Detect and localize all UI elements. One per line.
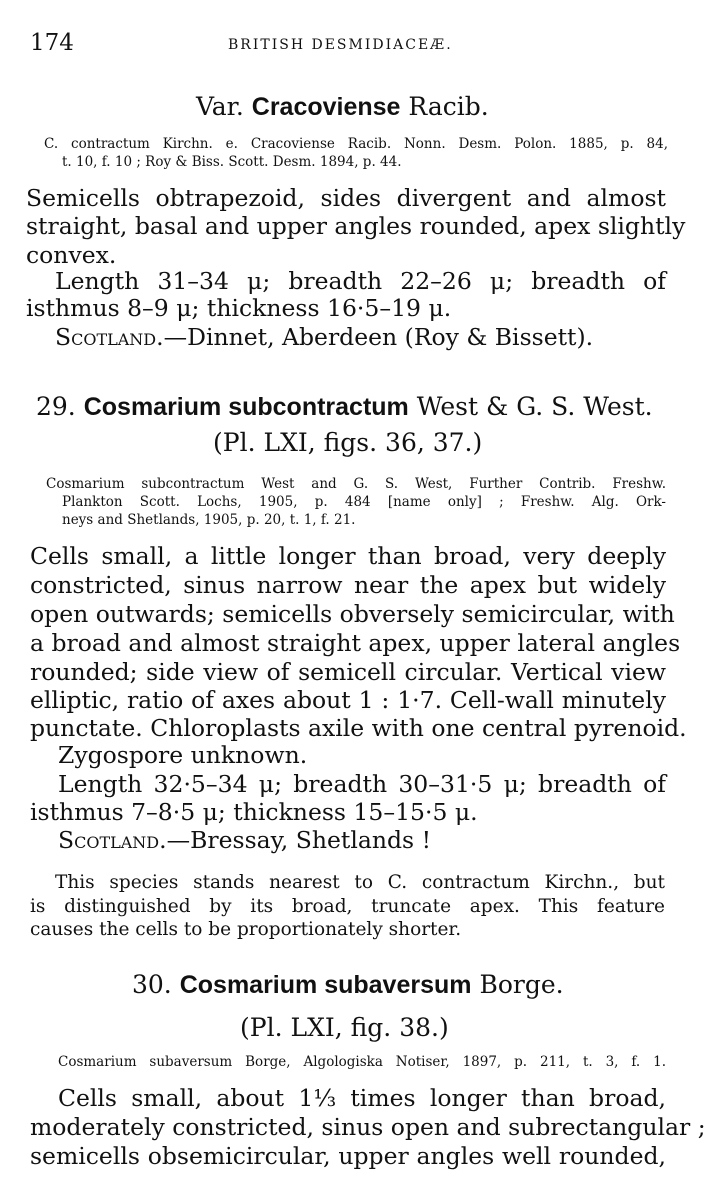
locality-text: —Dinnet, Aberdeen (Roy & Bissett). [163,323,594,351]
variety-description-line: convex. [26,241,117,269]
species-description-line: Cells small, about 1⅓ times longer than broad, [58,1084,666,1112]
variety-heading [196,92,489,122]
species-description-line: punctate. Chloroplasts axile with one central pyrenoid. [30,714,687,742]
species-description-line: open outwards; semicells obversely semicircular, with [30,600,675,628]
species-locality [58,826,694,855]
variety-author: Racib. [400,92,489,121]
note-line: is distinguished by its broad, truncate apex. This feature [30,896,665,917]
variety-measurements-line: Length 31–34 μ; breadth 22–26 μ; breadth of [55,267,666,295]
species-citation-line: Cosmarium subcontractum West and G. S. West, Further Contrib. Freshw. [46,476,666,492]
species-description-line: moderately constricted, sinus open and subrectangular ; [30,1113,706,1141]
species-number: 29. [36,392,84,421]
species-author: West & G. S. West. [408,392,653,421]
variety-description-line: straight, basal and upper angles rounded, apex slightly [26,212,686,240]
species-description-line: a broad and almost straight apex, upper lateral angles [30,629,681,657]
species-heading [36,392,653,422]
variety-locality [55,323,695,352]
species-description-line: constricted, sinus narrow near the apex but widely [30,571,666,599]
species-citation-line: Plankton Scott. Lochs, 1905, p. 484 [name only] ; Freshw. Alg. Ork- [62,494,666,510]
species-measurements-line: Length 32·5–34 μ; breadth 30–31·5 μ; breadth of [58,770,666,798]
species-name: Cosmarium subcontractum [83,393,409,421]
species-citation-line: Cosmarium subaversum Borge, Algologiska Notiser, 1897, p. 211, t. 3, f. 1. [58,1054,666,1070]
variety-heading-prefix: Var. [196,92,252,121]
running-title: BRITISH DESMIDIACEÆ. [228,37,453,53]
plate-reference: (Pl. LXI, fig. 38.) [240,1013,449,1042]
species-description-line: Zygospore unknown. [58,741,308,769]
variety-citation-line: t. 10, f. 10 ; Roy & Biss. Scott. Desm. 1894, p. 44. [62,154,402,170]
note-line: causes the cells to be proportionately shorter. [30,919,462,940]
species-measurements-line: isthmus 7–8·5 μ; thickness 15–15·5 μ. [30,798,478,826]
species-description-line: Cells small, a little longer than broad, very deeply [30,542,666,570]
variety-description-line: Semicells obtrapezoid, sides divergent and almost [26,184,666,212]
note-line: This species stands nearest to C. contractum Kirchn., but [55,872,665,893]
page-number: 174 [30,30,74,56]
species-name: Cosmarium subaversum [179,971,472,999]
locality-label: Scotland. [55,323,164,351]
variety-name: Cracoviense [251,93,401,121]
species-heading [132,970,564,1000]
variety-citation-line: C. contractum Kirchn. e. Cracoviense Racib. Nonn. Desm. Polon. 1885, p. 84, [44,136,668,152]
variety-measurements-line: isthmus 8–9 μ; thickness 16·5–19 μ. [26,294,452,322]
species-description-line: semicells obsemicircular, upper angles well rounded, [30,1142,666,1170]
species-citation-line: neys and Shetlands, 1905, p. 20, t. 1, f. 21. [62,512,356,528]
locality-text: —Bressay, Shetlands ! [166,826,432,854]
species-description-line: rounded; side view of semicell circular. Vertical view [30,658,666,686]
species-description-line: elliptic, ratio of axes about 1 : 1·7. Cell-wall minutely [30,686,666,714]
species-number: 30. [132,970,180,999]
plate-reference: (Pl. LXI, figs. 36, 37.) [213,428,483,457]
locality-label: Scotland. [58,826,167,854]
species-author: Borge. [471,970,564,999]
